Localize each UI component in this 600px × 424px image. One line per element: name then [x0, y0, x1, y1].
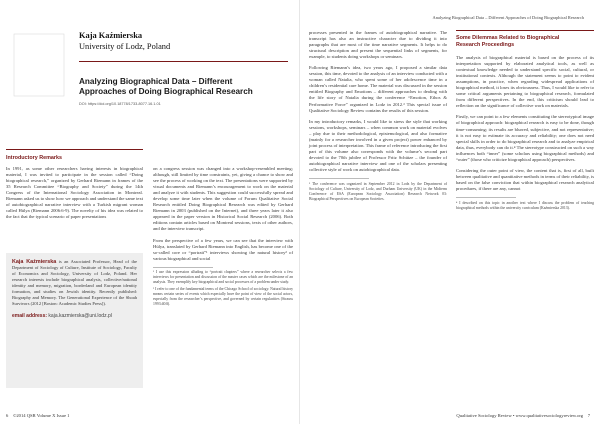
email-label: email address: — [12, 313, 48, 320]
heading-rule-right — [456, 30, 594, 31]
footnote-4: ⁴ I described on this topic in another text where I discuss the problem of teaching biographical methods within the university curriculum (Kaźmierska 2013). — [456, 200, 594, 210]
title-line-2: Approaches of Doing Biographical Research — [79, 87, 253, 97]
bio-author-name: Kaja Kaźmierska — [12, 259, 57, 265]
title-line-1: Analyzing Biographical Data – Different — [79, 77, 233, 86]
header-rule — [79, 61, 288, 62]
right-paragraph-6: Considering the outer point of view, the content that is, first of all, built between qualitative and quantitative methods in terms of their reliability, is based on the false conviction that within biographical research analytical procedures, if there are any, cannot — [456, 167, 594, 191]
footnote-rule — [153, 267, 213, 268]
article-title — [79, 77, 279, 98]
left-footer-journal: ©2014 QSR Volume X Issue 1 — [12, 413, 70, 418]
section-rule — [6, 149, 143, 150]
email-value[interactable]: kaja.kazmierska@uni.lodz.pl — [48, 313, 112, 320]
footnote-2: ² I refer to one of the fundamental terms of the Chicago School of sociology. Natural history means certain series of events which especially have the point of view of the social actors, especially from the researcher’s perspective, and governed by certain regularities (Strauss 1993:40ff). — [153, 287, 293, 307]
intro-column-2 — [153, 166, 293, 309]
right-column-2 — [456, 30, 594, 213]
author-name: Kaja Kaźmierska — [79, 31, 143, 40]
right-paragraph-5: Firstly, we can point to a few elements constituting the stereotypical image of biographical approach: biographical research is easy to be done, though time-consuming; its results are blurred, subjective, and not representative; it is not easy to estimate its accuracy and reliability; one does not need special skills in order to do biographical research and to analyze empirical data, thus, everybody can do it.⁴ The stereotype constructed on such a way influences both “inner” (some scholars using biographical methods) and “outer” (those who criticize biographical approach) perspectives. — [456, 114, 594, 162]
footnote-rule-right — [309, 178, 369, 179]
author-bio — [12, 259, 137, 307]
right-page — [300, 0, 600, 424]
dilemmas-heading — [456, 35, 594, 49]
right-paragraph-1: processes presented in the frames of autobiographical narrative. The transcript has also an instructive character due to dividing it into paragraphs that are most of the time narrative segments. It helps to do structural description and present the sequential links of segments, for example, to students doing workshops or seminars. — [309, 30, 447, 60]
left-page-number: 6 — [6, 413, 9, 418]
intro-paragraph-2: on a congress session was changed into a workshop-resembled meeting; although, still limited by time constraints, yet, giving a chance to show and see the process of working on the text. The presentations were supported by visual documents and Riemann’s encouragement to work on the material and analyze it with students. This suggestion could successfully spread and develop some time later when the volume of Forum Qualitative Social Research entitled Doing Biographical Research was edited by Gerhard Riemann in 2003 (published on the Internet), and three years later it also appeared in the paper version in Historical Social Research (2006). Both editions contain articles based on Montreal sessions, texts of other authors, and the interview transcript. — [153, 166, 293, 232]
intro-paragraph-3: From the perspective of a few years, we can see that the interview with Hülya, translated by Gerhard Riemann into English, has become one of the so-called core or “portrait”¹ interviews showing the natural history² of various biographical and social — [153, 237, 293, 261]
right-footer-journal: Qualitative Sociology Review • www.qualitativesociologyreview.org — [456, 413, 584, 418]
left-footer — [6, 413, 69, 418]
running-head: Analyzing Biographical Data – Different Approaches of Doing Biographical Research — [432, 15, 584, 20]
author-bio-box — [6, 253, 143, 388]
right-paragraph-4: The analysis of biographical material is based on the process of its interpretation supported by elaborated analytical tools, as well as contextual knowledge needed to understand specific social, cultural, or institutional contexts. Although the statement seems to point to evident assumptions, in practice, when regarding widespread applications of biographical method, it loses its obviousness. Thus, I would like to refer to some critical arguments pertaining to biographical research, formulated from different perspectives. In the end, this criticism should lead to reflection on the significance of collective work on materials. — [456, 55, 594, 109]
dilemmas-heading-line-1: Some Dilemmas Related to Biographical — [456, 35, 560, 41]
right-footer — [456, 413, 590, 418]
intro-column-1 — [6, 166, 143, 225]
email-block — [12, 313, 137, 319]
footnote-3: ³ The conference was organized in September 2012 in Lodz by the Department of Sociology of Culture, University of Lodz, and Durham University (UK) in the Midterm Conference of ESA (European Sociology Association) Research Network 03: Biographical Perspectives on European Societies. — [309, 181, 447, 201]
right-column-1 — [309, 30, 447, 204]
right-paragraph-2: Following Riemann’s idea, two years ago, I proposed a similar data session, this time, devoted to the analysis of an interview conducted with a woman called Natalia, who spent some of her adolescence time in a children’s residential care home. The material was discussed in the session entitled Biography and Emotions – different approaches to dealing with the life story of Natalia during the conference “Emotion, Ethos & Performative Force” organized in Lodz in 2012.³ This special issue of Qualitative Sociology Review contains the results of this session. — [309, 65, 447, 113]
author-affiliation: University of Lodz, Poland — [79, 42, 171, 51]
intro-paragraph-1: In 1991, as some other researchers having interests in biographical material, I was invited to participate in the session called “Doing biographical research,” organized by Gerhard Riemann in frames of the 35 Research Committee “Biography and Society” during the 14th Congress of the International Sociology Association in Montreal. Riemann asked us to show how we approach and understand the same text of autobiographical narrative interview with a Turkish migrant woman called Hülya (Riemann 2006:6-9). The novelty of his idea was related to the fact that the typical scenario of paper presentations — [6, 166, 144, 220]
right-page-number: 7 — [587, 413, 590, 418]
footnote-rule-right-2 — [456, 197, 516, 198]
intro-heading: Introductory Remarks — [6, 155, 63, 161]
footnote-1: ¹ I use this expression alluding to “portrait chapters” where a researcher selects a few interviews for presentation and discussion of the master cases which are the milestone of an analysis. They exemplify key biographical and social processes of a problem under study. — [153, 270, 293, 285]
dilemmas-heading-line-2: Research Proceedings — [456, 42, 515, 48]
right-paragraph-3: In my introductory remarks, I would like to stress the style that working sessions, workshops, seminars – when common work on material evolves – play due to their methodological, epistemological, and also formative (mainly for a researcher involved in a given project) power enhanced by joint process of interpretation. This frame of reference introducing the first part of this volume also corresponds with the volume’s second part devoted to the 70th jubilee of Professor Fritz Schütze – the founder of autobiographical narrative interview and one of the scholars presenting collective style of work on autobiographical data. — [309, 118, 447, 172]
journal-emblem-icon — [8, 30, 70, 102]
bio-text: is an Associated Professor, Head of the Department of Sociology of Culture, Institute of Sociology, Faculty of Economics and Sociology, University of Lodz, Poland. Her research interests include biographical analysis, collective/national identity and memory, migration, borderland and European identity formation, and studies on Jewish identity. Recently published: Biography and Memory. The Generational Experience of the Shoah Survivors (2012 [Boston: Academic Studies Press]). — [12, 259, 138, 307]
doi-link[interactable]: DOI: https://doi.org/10.18778/1733-8077.16.1.01 — [79, 102, 161, 106]
